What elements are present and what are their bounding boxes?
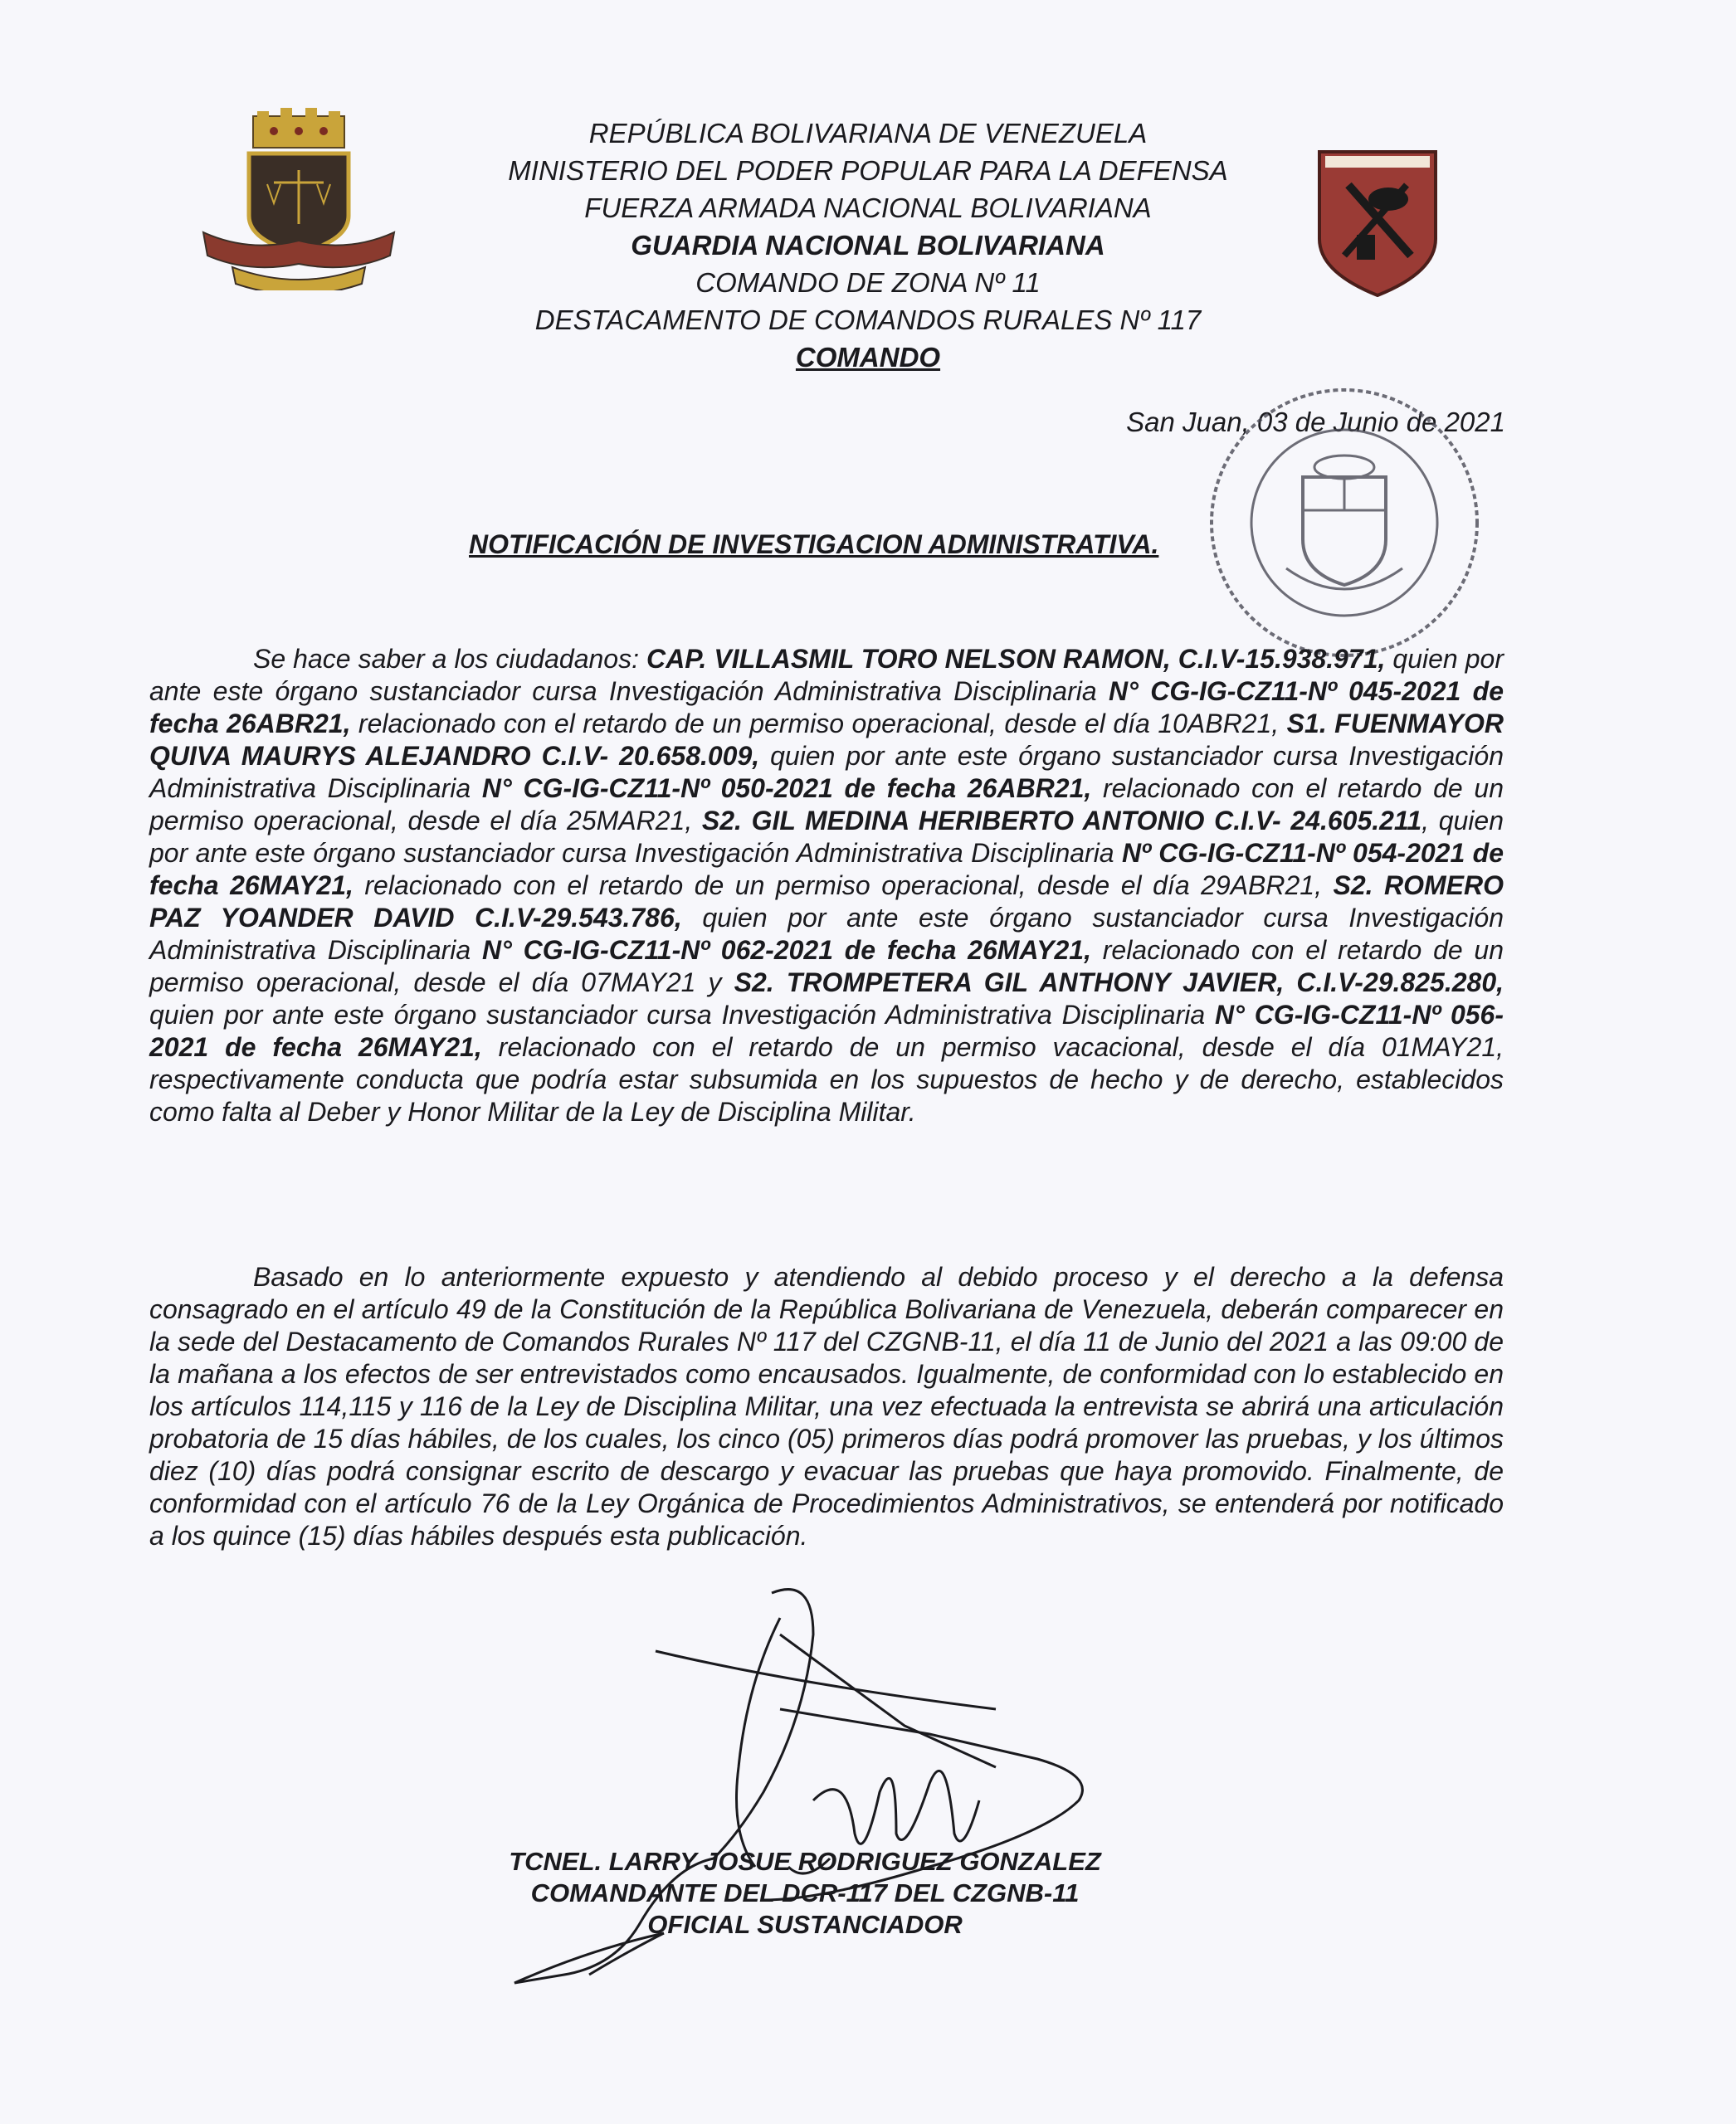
document-date: San Juan, 03 de Junio de 2021 [1126, 407, 1505, 437]
text-segment: relacionado con el retardo de un permiso operacional, desde el día 29ABR21, [353, 870, 1334, 900]
letterhead [0, 114, 1736, 376]
text-segment: , quien por ante este órgano sustanciador cursa Investigación Administrativa Disciplinaria [149, 806, 1504, 868]
paragraph-2-text: Basado en lo anteriormente expuesto y atendiendo al debido proceso y el derecho a la defensa consagrado en el artículo 49 de la Constitución de la República Bolivariana de Venezuela, deberán comparecer en la sede del Destacamento de Comandos Rurales Nº 117 del CZGNB-11, el día 11 de Junio del 2021 a las 09:00 de la mañana a los efectos de ser entrevistados como encausados. Igualmente, de conformidad con lo establecido en los artículos 114,115 y 116 de la Ley de Disciplina Militar, una vez efectuada la entrevista se abrirá una articulación probatoria de 15 días hábiles, de los cuales, los cinco (05) primeros días podrá promover las pruebas, y los últimos diez (10) días podrá consignar escrito de descargo y evacuar las pruebas que haya promovido. Finalmente, de conformidad con el artículo 76 de la Ley Orgánica de Procedimientos Administrativos, se entenderá por notificado a los quince (15) días hábiles después esta publicación. [149, 1262, 1504, 1551]
header-guard: GUARDIA NACIONAL BOLIVARIANA [631, 230, 1105, 261]
signature-block [432, 1846, 1178, 1941]
signer-position: COMANDANTE DEL DCR-117 DEL CZGNB-11 [530, 1878, 1080, 1907]
header-zone: COMANDO DE ZONA Nº 11 [695, 267, 1041, 298]
header-detachment: DESTACAMENTO DE COMANDOS RURALES Nº 117 [534, 304, 1202, 335]
handwritten-signature-icon [465, 1585, 1145, 2016]
text-segment: quien por ante este órgano sustanciador cursa Investigación Administrativa Disciplinaria [149, 644, 1504, 706]
bold-segment: CAP. VILLASMIL TORO NELSON RAMON, C.I.V-15.938.971, [646, 644, 1386, 674]
header-republic: REPÚBLICA BOLIVARIANA DE VENEZUELA [588, 118, 1148, 149]
bold-segment: S1. FUENMAYOR QUIVA MAURYS ALEJANDRO C.I.V- 20.658.009, [149, 709, 1504, 771]
header-armed-force: FUERZA ARMADA NACIONAL BOLIVARIANA [584, 192, 1152, 223]
paragraph-notification [149, 643, 1504, 1128]
text-segment: quien por ante este órgano sustanciador cursa Investigación Administrativa Disciplinaria [149, 903, 1504, 965]
text-segment: relacionado con el retardo de un permiso operacional, desde el día 25MAR21, [149, 773, 1504, 835]
document-title: NOTIFICACIÓN DE INVESTIGACION ADMINISTRATIVA. [469, 529, 1159, 559]
official-seal-stamp-icon [1178, 386, 1510, 660]
bold-segment: N° CG-IG-CZ11-Nº 056-2021 de fecha 26MAY21, [149, 1000, 1504, 1062]
text-segment: Se hace saber a los ciudadanos: [253, 644, 647, 674]
text-segment: relacionado con el retardo de un permiso operacional, desde el día 10ABR21, [350, 709, 1287, 738]
bold-segment: N° CG-IG-CZ11-Nº 062-2021 de fecha 26MAY21, [481, 935, 1091, 965]
bold-segment: Nº CG-IG-CZ11-Nº 054-2021 de fecha 26MAY21, [149, 838, 1504, 900]
signer-role: OFICIAL SUSTANCIADOR [647, 1910, 963, 1939]
header-ministry: MINISTERIO DEL PODER POPULAR PARA LA DEFENSA [508, 155, 1228, 186]
bold-segment: S2. GIL MEDINA HERIBERTO ANTONIO C.I.V- 24.605.211 [701, 806, 1422, 835]
bold-segment: S2. ROMERO PAZ YOANDER DAVID C.I.V-29.543.786, [149, 870, 1504, 933]
comandos-rurales-shield-icon [1315, 148, 1440, 297]
bold-segment: N° CG-IG-CZ11-Nº 045-2021 de fecha 26ABR21, [149, 676, 1504, 738]
text-segment: quien por ante este órgano sustanciador cursa Investigación Administrativa Disciplinaria [149, 741, 1504, 803]
signer-name: TCNEL. LARRY JOSUE RODRIGUEZ GONZALEZ [509, 1847, 1101, 1876]
text-segment: relacionado con el retardo de un permiso operacional, desde el día 07MAY21 y [149, 935, 1504, 997]
paragraph-summons [149, 1261, 1504, 1552]
header-command: COMANDO [795, 342, 941, 373]
text-segment: relacionado con el retardo de un permiso vacacional, desde el día 01MAY21, respectivamente conducta que podría estar subsumida en los supuestos de hecho y de derecho, establecidos como falta al Deber y Honor Militar de la Ley de Disciplina Militar. [149, 1032, 1504, 1127]
paragraph-1-text [149, 643, 1504, 1128]
text-segment: quien por ante este órgano sustanciador cursa Investigación Administrativa Disciplinaria [149, 1000, 1215, 1030]
bold-segment: S2. TROMPETERA GIL ANTHONY JAVIER, C.I.V-29.825.280, [734, 967, 1504, 997]
bold-segment: N° CG-IG-CZ11-Nº 050-2021 de fecha 26ABR21, [481, 773, 1092, 803]
